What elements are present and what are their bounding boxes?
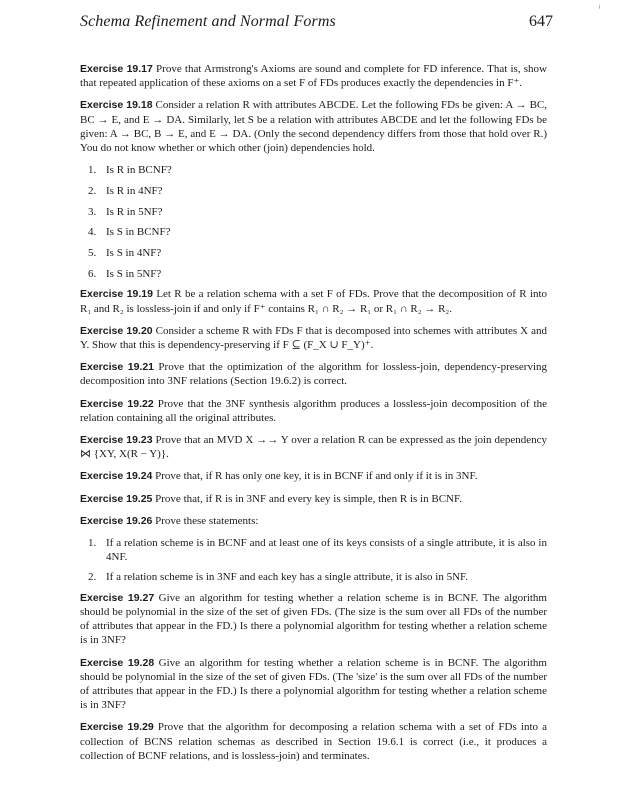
- exercise-19-20: [80, 324, 547, 352]
- exercise-19-18-questions: [88, 163, 547, 281]
- exercise-text: Prove that Armstrong's Axioms are sound and complete for FD inference. That is, show that repeated application of these axioms on a set F of FDs produces exactly the dependencies in F⁺.: [80, 63, 547, 90]
- exercise-label: Exercise 19.27: [80, 591, 155, 604]
- exercise-19-28: [80, 656, 547, 713]
- exercise-text: Give an algorithm for testing whether a relation scheme is in BCNF. The algorithm should be polynomial in the size of the set of given FDs. (The 'size' is the sum over all FDs of the number of attributes that appear in the FD.) Is there a polynomial algorithm for testing whether a relation scheme is in 3NF?: [80, 656, 547, 712]
- list-item: 6. Is S in 5NF?: [88, 267, 162, 280]
- exercise-label: Exercise 19.25: [80, 492, 153, 505]
- exercise-text: Prove that the 3NF synthesis algorithm produces a lossless-join decomposition of the relation containing all the original attributes.: [80, 397, 547, 424]
- exercise-label: Exercise 19.28: [80, 656, 155, 669]
- exercise-text: Consider a relation R with attributes ABCDE. Let the following FDs be given: A → BC, BC → E, and E → DA. Similarly, let S be a relation with attributes ABCDE and let the following FDs be given: A → BC, B → E, and E → DA. (Only the second dependency differs from those that hold over R.) You do not know whether or which other (join) dependencies hold.: [80, 99, 547, 155]
- exercise-text: Give an algorithm for testing whether a relation scheme is in BCNF. The algorithm should be polynomial in the size of the set of given FDs. (The size is the sum over all FDs of the number of attributes that appear in the FD.) Is there a polynomial algorithm for testing whether a relation scheme is in 3NF?: [80, 591, 547, 647]
- exercise-text: Prove that the optimization of the algorithm for lossless-join, dependency-preserving decomposition into 3NF relations (Section 19.6.2) is correct.: [80, 361, 547, 388]
- exercise-label: Exercise 19.22: [80, 397, 154, 410]
- exercise-text: Prove these statements:: [155, 514, 259, 527]
- page-number: 647: [529, 13, 553, 30]
- exercise-label: Exercise 19.29: [80, 721, 154, 734]
- exercise-text: Consider a scheme R with FDs F that is decomposed into schemes with attributes X and Y. Show that this is dependency-preserving if F ⊆ (F_X ∪ F_Y)⁺.: [80, 324, 548, 352]
- list-item: 1. Is R in BCNF?: [88, 164, 172, 177]
- list-item: 4. Is S in BCNF?: [88, 226, 171, 239]
- exercise-list: [80, 62, 547, 771]
- exercise-label: Exercise 19.19: [80, 288, 153, 301]
- exercise-19-27: [80, 591, 547, 648]
- list-item: 1. If a relation scheme is in BCNF and at least one of its keys consists of a single attribute, it is also in 4NF.: [88, 537, 547, 564]
- exercise-text: Prove that, if R is in 3NF and every key is simple, then R is in BCNF.: [155, 492, 462, 505]
- exercise-label: Exercise 19.18: [80, 99, 153, 112]
- exercise-19-26: [80, 514, 547, 528]
- exercise-text: Prove that, if R has only one key, it is in BCNF if and only if it is in 3NF.: [155, 470, 478, 483]
- exercise-19-21: [80, 360, 547, 388]
- exercise-19-29: [80, 720, 547, 763]
- exercise-label: Exercise 19.20: [80, 324, 153, 337]
- running-header-title: Schema Refinement and Normal Forms: [80, 13, 336, 30]
- exercise-label: Exercise 19.24: [80, 470, 153, 483]
- exercise-19-19: [80, 287, 547, 315]
- exercise-label: Exercise 19.26: [80, 514, 153, 527]
- exercise-19-25: [80, 492, 547, 506]
- exercise-19-26-statements: [88, 536, 547, 585]
- exercise-label: Exercise 19.23: [80, 434, 153, 447]
- exercise-text: Prove that an MVD X →→ Y over a relation R can be expressed as the join dependency ⋈ {XY, X(R − Y)}.: [80, 434, 548, 461]
- exercise-19-17: [80, 62, 547, 90]
- exercise-19-22: [80, 397, 547, 425]
- list-item: 3. Is R in 5NF?: [88, 205, 163, 218]
- exercise-19-18: [80, 98, 547, 155]
- list-item: 2. Is R in 4NF?: [88, 184, 163, 197]
- exercise-19-23: [80, 433, 547, 461]
- list-item: 2. If a relation scheme is in 3NF and each key has a single attribute, it is also in 5NF.: [88, 571, 469, 584]
- exercise-text: Prove that the algorithm for decomposing a relation schema with a set of FDs into a collection of BCNS relation schemas as described in Section 19.6.1 is correct (i.e., it produces a collection of BCNF relations, and is lossless-join) and terminates.: [80, 721, 547, 762]
- corner-mark: ꜟ: [598, 3, 601, 12]
- exercise-19-24: [80, 469, 547, 483]
- exercise-text: Let R be a relation schema with a set F of FDs. Prove that the decomposition of R into R₁ and R₂ is lossless-join if and only if F⁺ contains R₁ ∩ R₂ → R₁ or R₁ ∩ R₂ → R₂.: [80, 288, 547, 315]
- exercise-label: Exercise 19.17: [80, 63, 153, 75]
- list-item: 5. Is S in 4NF?: [88, 247, 162, 260]
- exercise-label: Exercise 19.21: [80, 361, 155, 374]
